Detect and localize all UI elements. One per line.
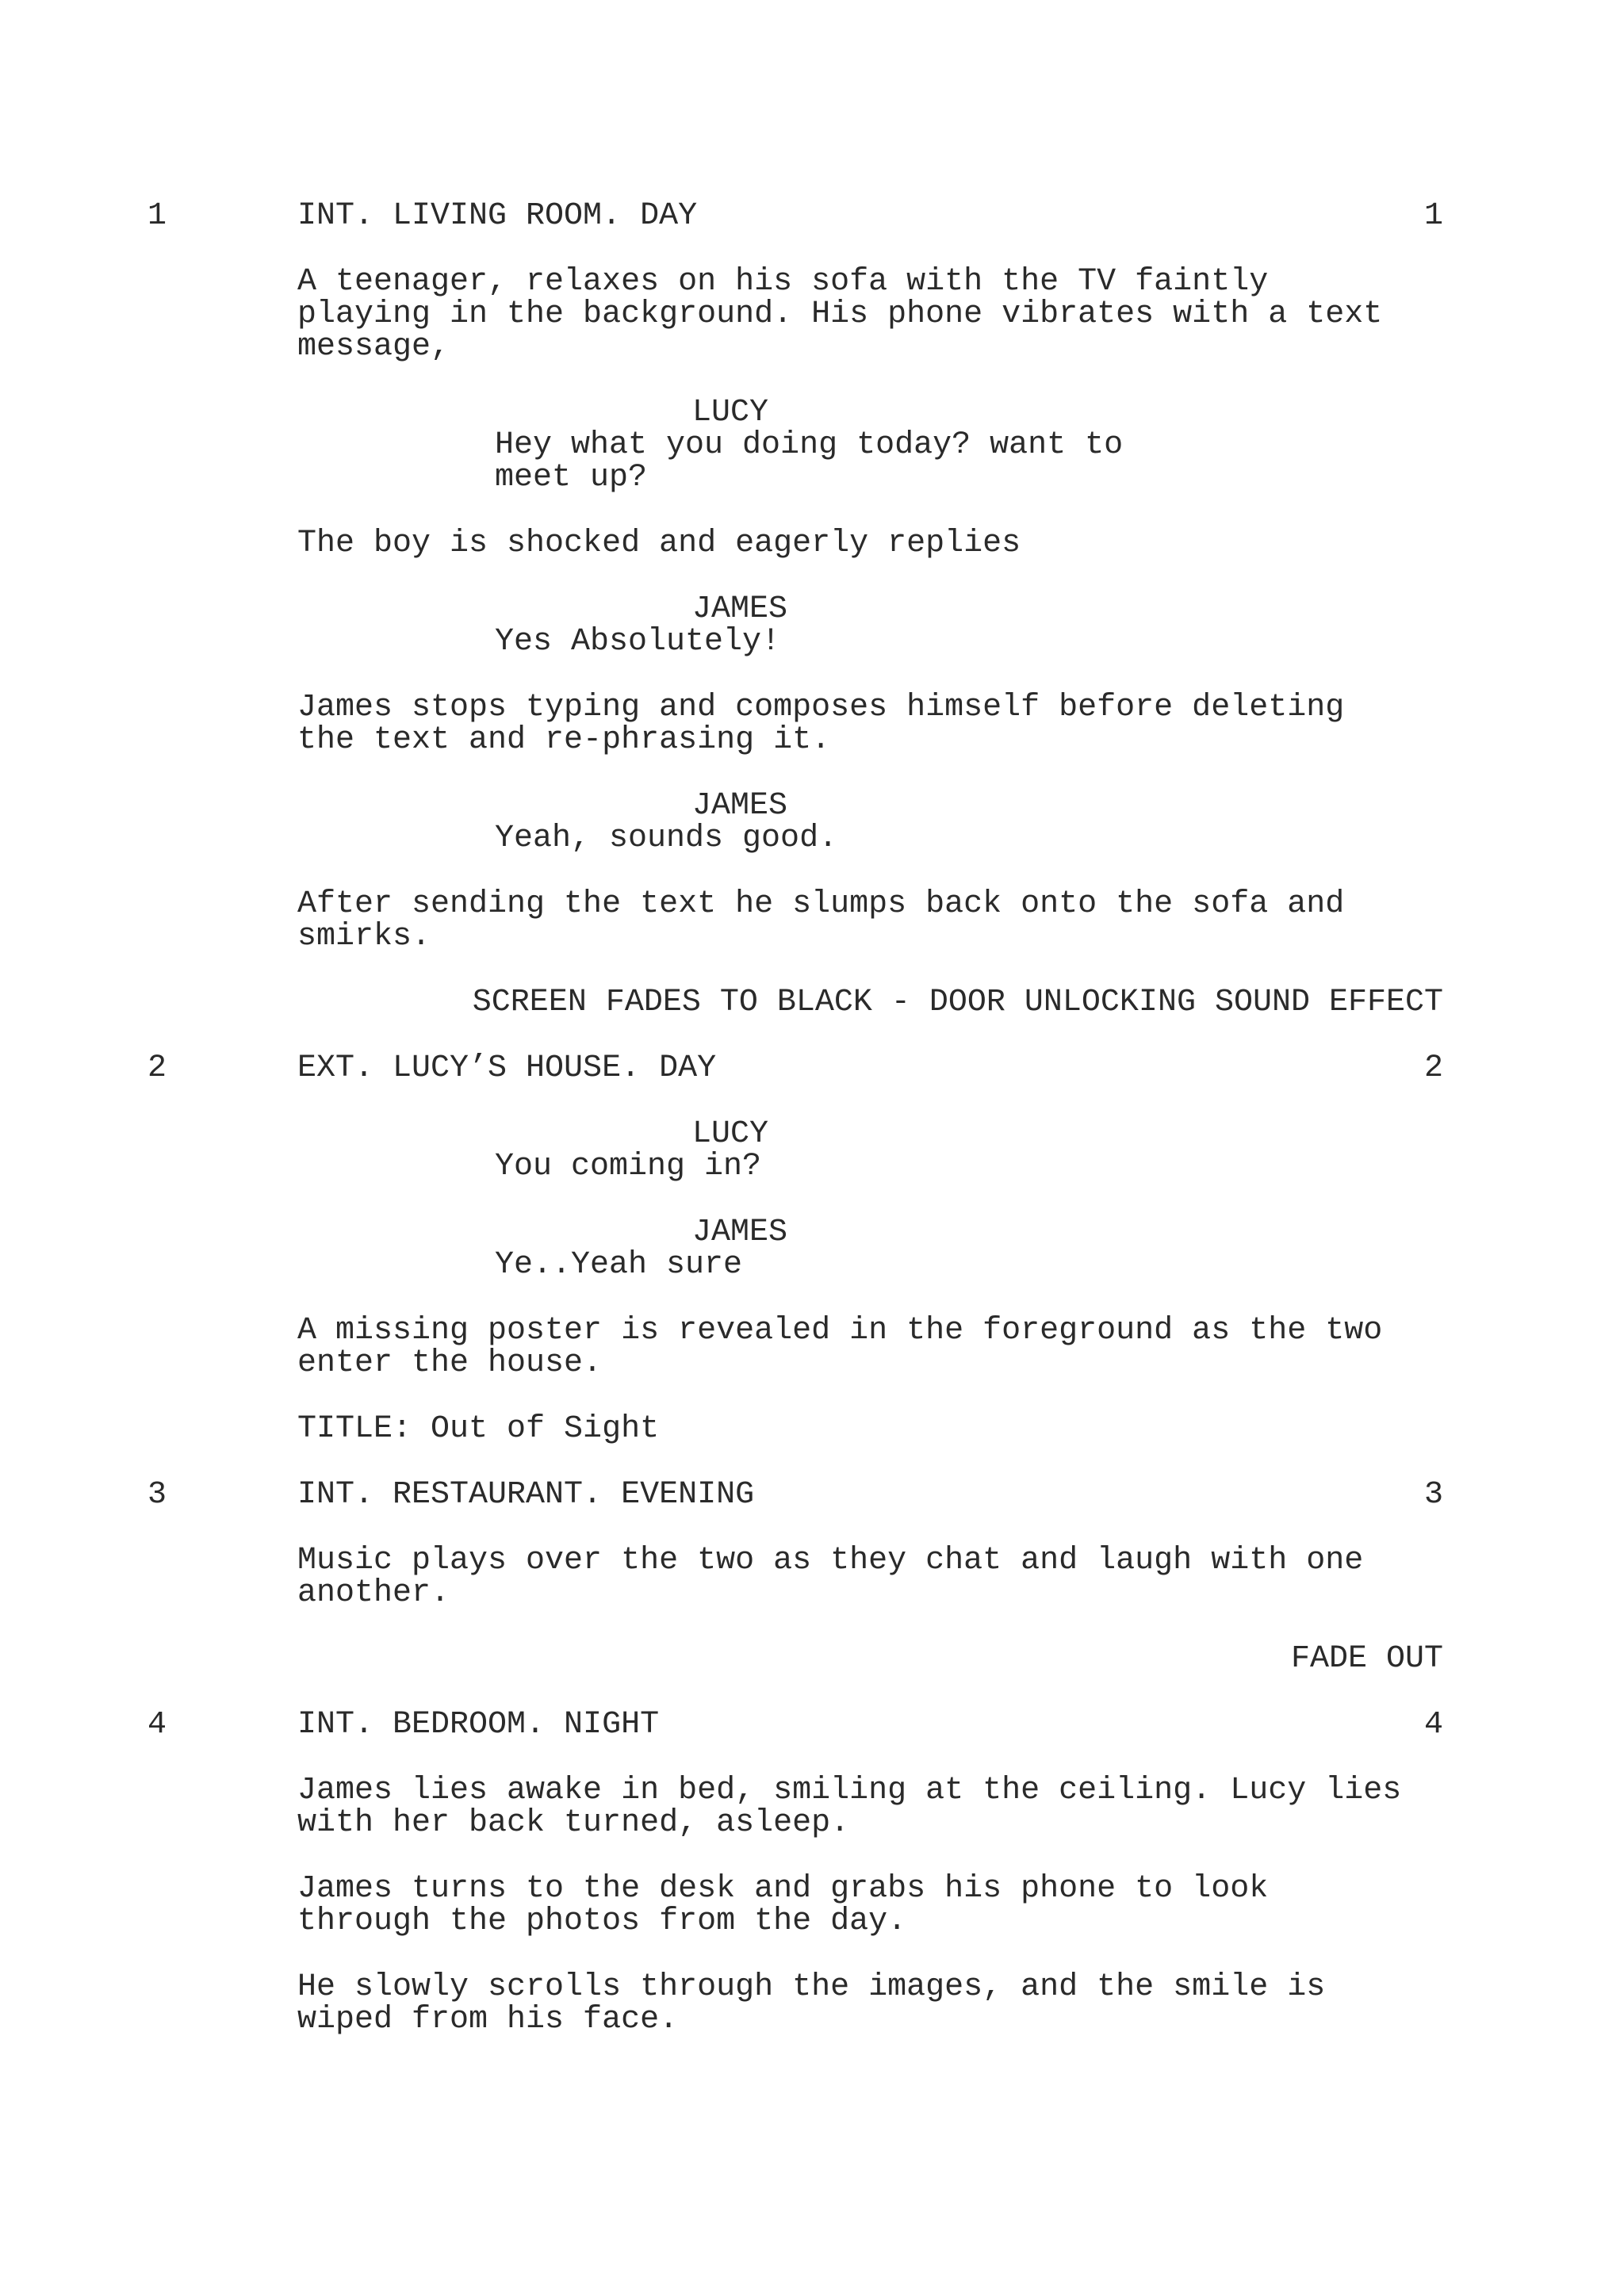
action-line: A missing poster is revealed in the foreground as the two: [297, 1313, 1383, 1349]
dialogue-line: Hey what you doing today? want to: [495, 427, 1124, 463]
dialogue-line: You coming in?: [495, 1149, 762, 1184]
character-name: JAMES: [692, 1215, 788, 1250]
action-line: with her back turned, asleep.: [297, 1805, 850, 1841]
action-line: playing in the background. His phone vibrates with a text: [297, 297, 1383, 332]
action-line: Music plays over the two as they chat and laugh with one: [297, 1543, 1364, 1578]
scene-number-right: 2: [1423, 1050, 1443, 1086]
action-line: wiped from his face.: [297, 2002, 679, 2038]
dialogue-line: meet up?: [495, 460, 648, 496]
scene-number-left: 3: [147, 1477, 167, 1513]
scene-heading: INT. BEDROOM. NIGHT: [297, 1707, 660, 1743]
action-line: He slowly scrolls through the images, and the smile is: [297, 1969, 1326, 2005]
action-line: A teenager, relaxes on his sofa with the TV faintly: [297, 264, 1269, 300]
action-line: another.: [297, 1575, 450, 1611]
scene-number-right: 3: [1423, 1477, 1443, 1513]
scene-number-right: 4: [1423, 1707, 1443, 1743]
scene-number-right: 1: [1423, 198, 1443, 234]
dialogue-line: Yes Absolutely!: [495, 624, 781, 660]
character-name: LUCY: [692, 1116, 769, 1152]
dialogue-line: Ye..Yeah sure: [495, 1247, 743, 1283]
action-line: smirks.: [297, 919, 431, 955]
scene-heading: INT. RESTAURANT. EVENING: [297, 1477, 755, 1513]
character-name: JAMES: [692, 788, 788, 824]
scene-number-left: 1: [147, 198, 167, 234]
character-name: JAMES: [692, 591, 788, 627]
action-line: message,: [297, 329, 450, 365]
character-name: LUCY: [692, 395, 769, 430]
action-line: through the photos from the day.: [297, 1904, 907, 1939]
action-line: James stops typing and composes himself before deleting: [297, 690, 1345, 725]
scene-heading: EXT. LUCY’S HOUSE. DAY: [297, 1050, 717, 1086]
title-card: TITLE: Out of Sight: [297, 1411, 660, 1447]
action-line: James lies awake in bed, smiling at the ceiling. Lucy lies: [297, 1773, 1402, 1808]
scene-heading: INT. LIVING ROOM. DAY: [297, 198, 698, 234]
action-line: the text and re-phrasing it.: [297, 722, 831, 758]
action-line: enter the house.: [297, 1345, 603, 1381]
transition: SCREEN FADES TO BLACK - DOOR UNLOCKING SOUND EFFECT: [472, 985, 1443, 1020]
scene-number-left: 4: [147, 1707, 167, 1743]
action-line: James turns to the desk and grabs his phone to look: [297, 1871, 1269, 1907]
scene-number-left: 2: [147, 1050, 167, 1086]
action-line: The boy is shocked and eagerly replies: [297, 526, 1021, 561]
dialogue-line: Yeah, sounds good.: [495, 821, 838, 856]
transition: FADE OUT: [1290, 1641, 1443, 1677]
action-line: After sending the text he slumps back onto the sofa and: [297, 886, 1345, 922]
